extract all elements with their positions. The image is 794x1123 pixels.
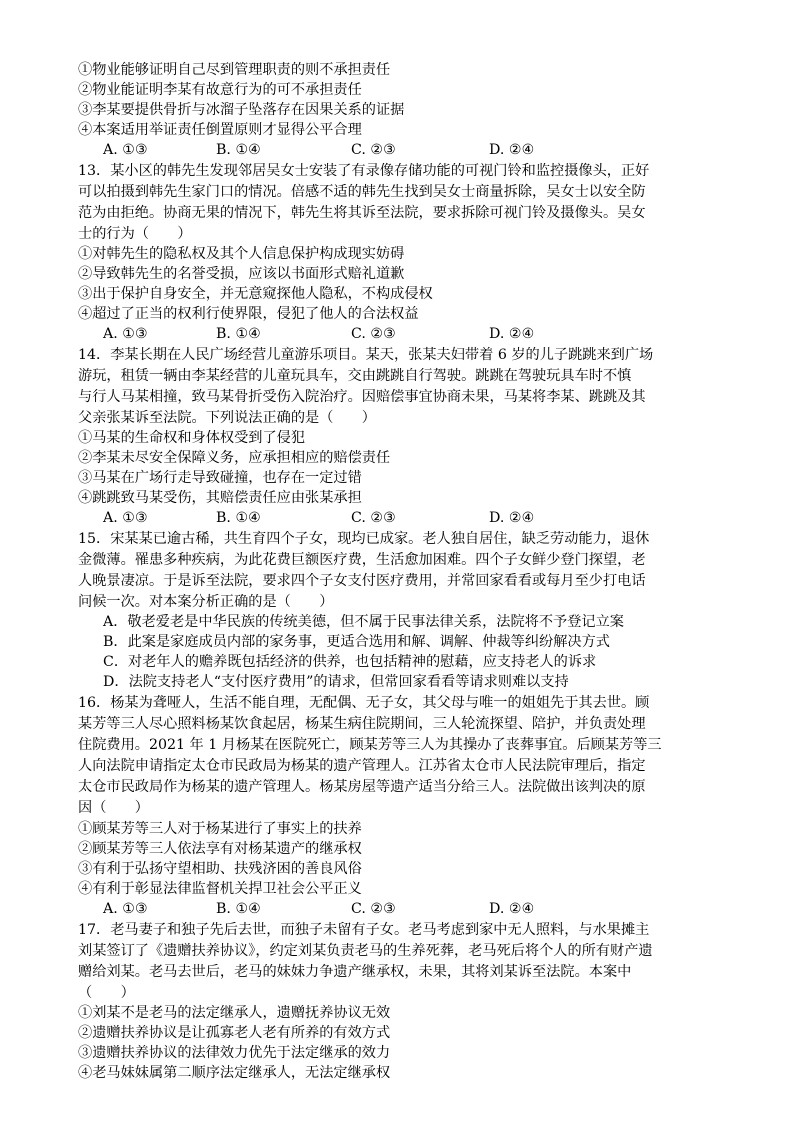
q17-stem-line-3: 赠给刘某。老马去世后，老马的妹妹力争遗产继承权，未果，其将刘某诉至法院。本案中	[78, 964, 632, 980]
q12-item-4: ④本案适用举证责任倒置原则才显得公平合理	[78, 122, 362, 138]
q13-item-2: ②导致韩先生的名誉受损，应该以书面形式赔礼道歉	[78, 266, 405, 282]
q13-item-4: ④超过了正当的权利行使界限，侵犯了他人的合法权益	[78, 306, 419, 322]
q16-item-2: ②顾某芳等三人依法享有对杨某遗产的继承权	[78, 841, 362, 857]
option-b[interactable]: B. ①④	[216, 901, 261, 917]
q13-item-1: ①对韩先生的隐私权及其个人信息保护构成现实妨碍	[78, 246, 405, 262]
option-c[interactable]: C. ②③	[351, 510, 396, 526]
option-a[interactable]: A. ①③	[103, 901, 148, 917]
q13-item-3: ③出于保护自身安全，并无意窥探他人隐私，不构成侵权	[78, 286, 433, 302]
q14-item-4: ④跳跳致马某受伤，其赔偿责任应由张某承担	[78, 490, 362, 506]
q14-options	[103, 508, 723, 528]
option-d[interactable]: D. ②④	[489, 901, 535, 917]
q14-stem-line-4: 父亲张某诉至法院。下列说法正确的是（ ）	[78, 410, 376, 426]
q12-item-3: ③李某要提供骨折与冰溜子坠落存在因果关系的证据	[78, 102, 405, 118]
q14-stem-line-3: 与行人马某相撞，致马某骨折受伤入院治疗。因赔偿事宜协商未果，马某将李某、跳跳及其	[78, 389, 646, 405]
q16-stem-line-4: 人向法院申请指定太仓市民政局为杨某的遗产管理人。江苏省太仓市人民法院审理后，指定	[78, 758, 646, 774]
q16-stem-line-5: 太仓市民政局作为杨某的遗产管理人。杨某房屋等遗产适当分给三人。法院做出该判决的原	[78, 779, 646, 795]
option-a[interactable]: A. ①③	[103, 142, 148, 158]
q14-stem-line-1: 14．李某长期在人民广场经营儿童游乐项目。某天，张某夫妇带着 6 岁的儿子跳跳来到广场	[78, 347, 654, 363]
q17-stem-line-4: （ ）	[78, 985, 135, 1001]
q13-stem-line-4: 士的行为（ ）	[78, 226, 192, 242]
q17-item-3: ③遗赠扶养协议的法律效力优先于法定继承的效力	[78, 1045, 391, 1061]
option-d[interactable]: D. ②④	[489, 510, 535, 526]
q17-stem-line-1: 17．老马妻子和独子先后去世，而独子未留有子女。老马考虑到家中无人照料，与水果摊主	[78, 922, 650, 938]
q16-stem-line-1: 16．杨某为聋哑人，生活不能自理，无配偶、无子女，其父母与唯一的姐姐先于其去世。顾	[78, 695, 650, 711]
q12-item-1: ①物业能够证明自己尽到管理职责的则不承担责任	[78, 62, 391, 78]
option-b[interactable]: B. ①④	[216, 142, 261, 158]
q17-stem-line-2: 刘某签订了《遗赠扶养协议》，约定刘某负责老马的生养死葬，老马死后将个人的所有财产遗	[78, 943, 653, 959]
option-c[interactable]: C. ②③	[351, 142, 396, 158]
option-b[interactable]: B. ①④	[216, 326, 261, 342]
q15-choice-a[interactable]: A．敬老爱老是中华民族的传统美德，但不属于民事法律关系，法院将不予登记立案	[103, 614, 624, 630]
q17-item-2: ②遗赠扶养协议是让孤寡老人老有所养的有效方式	[78, 1025, 391, 1041]
q15-stem-line-1: 15．宋某某已逾古稀，共生育四个子女，现均已成家。老人独自居住，缺乏劳动能力，退休	[78, 531, 650, 547]
q12-item-2: ②物业能证明李某有故意行为的可不承担责任	[78, 82, 362, 98]
option-c[interactable]: C. ②③	[351, 326, 396, 342]
q13-stem-line-1: 13．某小区的韩先生发现邻居吴女士安装了有录像存储功能的可视门铃和监控摄像头，正好	[78, 163, 650, 179]
q15-stem-line-3: 人晚景凄凉。于是诉至法院，要求四个子女支付医疗费用，并常回家看看或每月至少打电话	[78, 573, 646, 589]
q14-item-3: ③马某在广场行走导致碰撞，也存在一定过错	[78, 470, 362, 486]
q15-choice-c[interactable]: C．对老年人的赡养既包括经济的供养，也包括精神的慰藉，应支持老人的诉求	[103, 654, 597, 670]
q16-item-4: ④有利于彰显法律监督机关捍卫社会公平正义	[78, 881, 362, 897]
q12-options	[103, 140, 723, 160]
q17-item-1: ①刘某不是老马的法定继承人，遗赠抚养协议无效	[78, 1005, 391, 1021]
q16-options	[103, 899, 723, 919]
option-b[interactable]: B. ①④	[216, 510, 261, 526]
q17-item-4: ④老马妹妹属第二顺序法定继承人，无法定继承权	[78, 1065, 391, 1081]
q15-choice-d[interactable]: D．法院支持老人“支付医疗费用”的请求，但常回家看看等请求则难以支持	[103, 674, 569, 690]
q13-stem-line-3: 范为由拒绝。协商无果的情况下，韩先生将其诉至法院，要求拆除可视门铃及摄像头。吴女	[78, 205, 646, 221]
q15-stem-line-4: 问候一次。对本案分析正确的是（ ）	[78, 594, 334, 610]
option-c[interactable]: C. ②③	[351, 901, 396, 917]
option-d[interactable]: D. ②④	[489, 142, 535, 158]
q16-stem-line-2: 某芳等三人尽心照料杨某饮食起居，杨某生病住院期间，三人轮流探望、陪护，并负责处理	[78, 716, 646, 732]
q16-stem-line-6: 因（ ）	[78, 800, 149, 816]
q16-item-1: ①顾某芳等三人对于杨某进行了事实上的扶养	[78, 821, 362, 837]
q15-stem-line-2: 金微薄。罹患多种疾病，为此花费巨额医疗费，生活愈加困难。四个子女鲜少登门探望，老	[78, 552, 646, 568]
q13-stem-line-2: 可以拍摄到韩先生家门口的情况。倍感不适的韩先生找到吴女士商量拆除，吴女士以安全防	[78, 184, 646, 200]
option-a[interactable]: A. ①③	[103, 326, 148, 342]
q16-item-3: ③有利于弘扬守望相助、扶残济困的善良风俗	[78, 861, 362, 877]
q14-item-1: ①马某的生命权和身体权受到了侵犯	[78, 430, 306, 446]
q16-stem-line-3: 住院费用。2021 年 1 月杨某在医院死亡，顾某芳等三人为其操办了丧葬事宜。后顾某芳等三	[78, 737, 662, 753]
option-a[interactable]: A. ①③	[103, 510, 148, 526]
q14-item-2: ②李某未尽安全保障义务，应承担相应的赔偿责任	[78, 450, 391, 466]
q14-stem-line-2: 游玩，租赁一辆由李某经营的儿童玩具车，交由跳跳自行驾驶。跳跳在驾驶玩具车时不慎	[78, 368, 632, 384]
q15-choice-b[interactable]: B．此案是家庭成员内部的家务事，更适合选用和解、调解、仲裁等纠纷解决方式	[103, 634, 610, 650]
option-d[interactable]: D. ②④	[489, 326, 535, 342]
q13-options	[103, 324, 723, 344]
